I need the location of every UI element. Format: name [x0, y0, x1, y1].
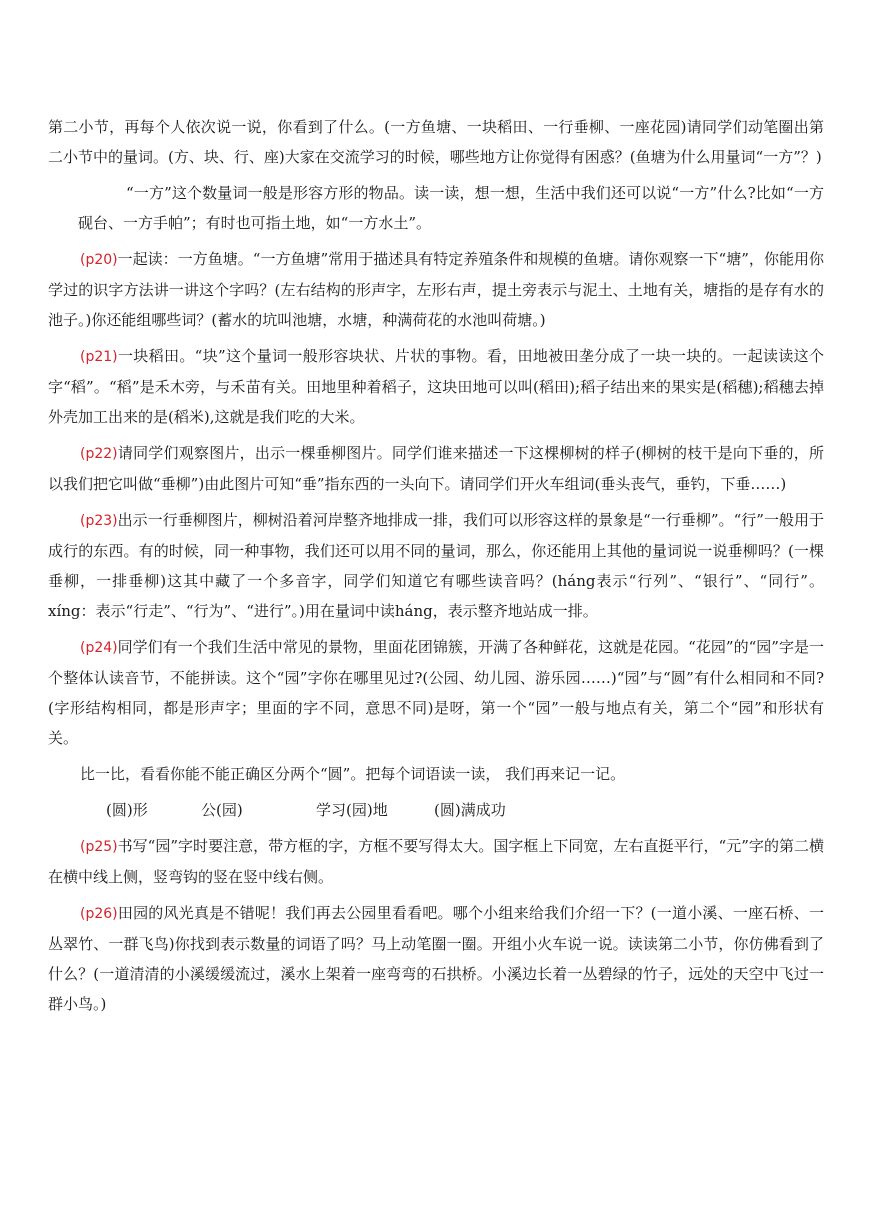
page-label: (p25): [80, 839, 118, 855]
paragraph-text: 出示一行垂柳图片，柳树沿着河岸整齐地排成一排，我们可以形容这样的景象是“一行垂柳”。“行”一般用于成行的东西。有的时候，同一种事物，我们还可以用不同的量词，那么，你还能用上其他的量词说一说垂柳吗？(一棵垂柳，一排垂柳)这其中藏了一个多音字，同学们知道它有哪些读音吗？(háng表示“行列”、“银行”、“同行”。 xíng：表示“行走”、“行为”、“进行”。)用在量词中读háng，表示整齐地站成一排。: [48, 511, 824, 620]
paragraph-section-two: [48, 112, 824, 172]
paragraph-yifang-explanation: [48, 178, 824, 238]
paragraph-text: 书写“园”字时要注意，带方框的字，方框不要写得太大。国字框上下同宽，左右直挺平行，“元”字的第二横在横中线上侧，竖弯钩的竖在竖中线右侧。: [48, 837, 824, 886]
page-label: (p21): [80, 349, 118, 365]
compare-word: (圆)满成功: [434, 801, 506, 819]
compare-word: (圆)形: [106, 801, 148, 819]
page-label: (p26): [80, 906, 118, 922]
paragraph-p26: [48, 898, 824, 1019]
paragraph-p22: [48, 438, 824, 499]
page-label: (p22): [80, 446, 118, 462]
compare-word: 公(园): [201, 801, 243, 819]
paragraph-text: 一块稻田。“块”这个量词一般形容块状、片状的事物。看，田地被田垄分成了一块一块的。一起读读这个字“稻”。“稻”是禾木旁，与禾苗有关。田地里种着稻子，这块田地可以叫(稻田);稻子结出来的果实是(稻穗);稻穗去掉外壳加工出来的是(稻米),这就是我们吃的大米。: [48, 347, 824, 426]
paragraph-p20: [48, 244, 824, 335]
paragraph-text: “一方”这个数量词一般是形容方形的物品。读一读，想一想，生活中我们还可以说“一方”什么?比如“一方砚台、一方手帕”；有时也可指土地，如“一方水土”。: [78, 184, 824, 232]
paragraph-text: 一起读：一方鱼塘。“一方鱼塘”常用于描述具有特定养殖条件和规模的鱼塘。请你观察一下“塘”，你能用你学过的识字方法讲一讲这个字吗？(左右结构的形声字，左形右声，提土旁表示与泥土、土地有关，塘指的是存有水的池子。)你还能组哪些词？(蓄水的坑叫池塘，水塘，种满荷花的水池叫荷塘。): [48, 250, 824, 329]
paragraph-text: 第二小节，再每个人依次说一说，你看到了什么。(一方鱼塘、一块稻田、一行垂柳、一座花园)请同学们动笔圈出第二小节中的量词。(方、块、行、座)大家在交流学习的时候，哪些地方让你觉得有困惑？(鱼塘为什么用量词“一方”？): [48, 118, 824, 166]
paragraph-text: 同学们有一个我们生活中常见的景物，里面花团锦簇，开满了各种鲜花，这就是花园。“花园”的“园”字是一个整体认读音节，不能拼读。这个“园”字你在哪里见过?(公园、幼儿园、游乐园……)“园”与“圆”有什么相同和不同?(字形结构相同，都是形声字；里面的字不同，意思不同)是呀，第一个“园”一般与地点有关，第二个“园”和形状有关。: [48, 638, 824, 747]
paragraph-compare-instruction: [48, 759, 824, 789]
paragraph-p21: [48, 341, 824, 432]
document-page: [48, 112, 824, 1025]
page-label: (p24): [80, 640, 118, 656]
paragraph-text: 比一比，看看你能不能正确区分两个“圆”。把每个词语读一读， 我们再来记一记。: [80, 765, 626, 783]
word-compare-row: [48, 795, 824, 825]
paragraph-p24: [48, 632, 824, 753]
paragraph-p23: [48, 505, 824, 626]
page-label: (p20): [80, 252, 118, 268]
paragraph-text: 田园的风光真是不错呢！我们再去公园里看看吧。哪个小组来给我们介绍一下？(一道小溪、一座石桥、一丛翠竹、一群飞鸟)你找到表示数量的词语了吗？马上动笔圈一圈。开组小火车说一说。读读第二小节，你仿佛看到了什么？(一道清清的小溪缓缓流过，溪水上架着一座弯弯的石拱桥。小溪边长着一丛碧绿的竹子，远处的天空中飞过一群小鸟。): [48, 904, 824, 1013]
paragraph-p25: [48, 831, 824, 892]
paragraph-text: 请同学们观察图片，出示一棵垂柳图片。同学们谁来描述一下这棵柳树的样子(柳树的枝干是向下垂的，所以我们把它叫做“垂柳”)由此图片可知“垂”指东西的一头向下。请同学们开火车组词(垂头丧气，垂钓，下垂……): [48, 444, 824, 493]
compare-word: 学习(园)地: [316, 801, 388, 819]
page-label: (p23): [80, 513, 118, 529]
